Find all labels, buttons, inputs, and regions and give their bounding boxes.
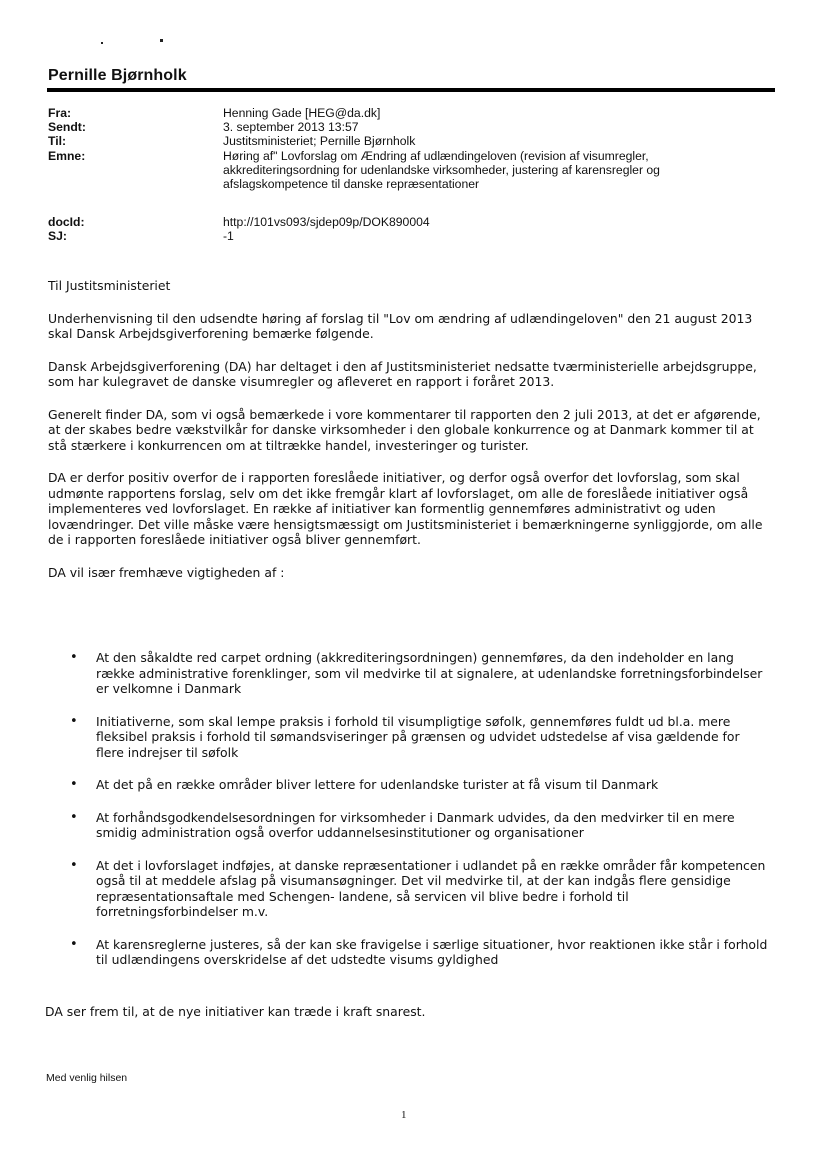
salutation: Til Justitsministeriet: [48, 278, 171, 293]
meta-value: -1: [223, 229, 234, 244]
bullet-marker: •: [70, 777, 78, 792]
meta-value: 3. september 2013 13:57: [223, 120, 359, 135]
meta-row-from: [48, 106, 768, 120]
meta-value: http://101vs093/sjdep09p/DOK890004: [223, 215, 430, 229]
meta-label: Sendt:: [48, 120, 86, 135]
list-item: [70, 714, 770, 761]
email-meta-block: [48, 106, 768, 191]
list-item: [70, 858, 770, 920]
bullet-list: [70, 650, 770, 985]
list-item: [70, 650, 770, 697]
meta-row-subject: [48, 149, 768, 192]
meta-label: SJ:: [48, 229, 67, 244]
meta-value: Høring af" Lovforslag om Ændring af udlændingeloven (revision af visumregler, akkrediteringsordning for udenlandske virksomheder, justering af karensregler og afslagskompetence til danske repræsentationer: [223, 148, 660, 192]
list-item: [70, 810, 770, 841]
closing-line: DA ser frem til, at de nye initiativer kan træde i kraft snarest.: [45, 1004, 426, 1019]
scan-speck: [160, 39, 163, 42]
bullet-marker: •: [70, 809, 78, 825]
meta-row-to: [48, 134, 768, 148]
meta-value: Henning Gade [HEG@da.dk]: [223, 106, 381, 120]
bullet-text: At forhåndsgodkendelsesordningen for virksomheder i Danmark udvides, da den medvirker til en mere smidig administration også overfor uddannelsesinstitutioner og organisationer: [96, 809, 735, 840]
scan-speck: [101, 42, 103, 44]
meta-value: Justitsministeriet; Pernille Bjørnholk: [223, 134, 416, 149]
body-paragraph: DA er derfor positiv overfor de i rapporten foreslåede initiativer, og derfor også overfor det lovforslag, som skal udmønte rapportens forslag, selv om det ikke fremgår klart af lovforslaget, om alle de foreslåede initiativer også implementeres ved lovforslaget. En række af initiativer kan formentlig gennemføres administrativt og uden lovændringer. Det ville måske være hensigtsmæssigt om Justitsministeriet i bemærkningerne synliggjorde, om alle de i rapporten foreslåede initiativer også bliver gennemført.: [48, 470, 763, 547]
bullet-text: At det på en række områder bliver lettere for udenlandske turister at få visum til Danmark: [96, 777, 659, 792]
list-item: [70, 937, 770, 968]
doc-meta-block: [48, 215, 768, 243]
bullet-marker: •: [70, 650, 78, 665]
meta-row-sj: [48, 229, 768, 243]
signoff: Med venlig hilsen: [46, 1072, 128, 1084]
bullet-marker: •: [70, 857, 78, 873]
meta-label: docId:: [48, 215, 85, 229]
body-paragraph: Underhenvisning til den udsendte høring af forslag til "Lov om ændring af udlændingeloven" den 21 august 2013 skal Dansk Arbejdsgiverforening bemærke følgende.: [48, 310, 753, 341]
meta-row-sent: [48, 120, 768, 134]
body-paragraph: Dansk Arbejdsgiverforening (DA) har deltaget i den af Justitsministeriet nedsatte tværministerielle arbejdsgruppe, som har kulegravet de danske visumregler og afleveret en rapport i foråret 2013.: [48, 358, 757, 389]
page-number: 1: [401, 1109, 407, 1121]
header-rule: [47, 88, 775, 92]
bullet-text: At den såkaldte red carpet ordning (akkrediteringsordningen) gennemføres, da den indeholder en lang række administrative forenklinger, som vil medvirke til at signalere, at udenlandske forretningsforbindelser er velkomne i Danmark: [96, 650, 763, 696]
meta-label: Fra:: [48, 106, 72, 120]
meta-label: Emne:: [48, 148, 86, 163]
meta-row-docid: [48, 215, 768, 229]
bullet-text: Initiativerne, som skal lempe praksis i forhold til visumpligtige søfolk, gennemføres fuldt ud bl.a. mere fleksibel praksis i forhold til sømandsviseringer på grænsen og udvidet udstedelse af visa gældende for flere indrejser til søfolk: [96, 713, 740, 760]
letter-body: [48, 278, 773, 597]
bullet-marker: •: [70, 713, 78, 729]
body-paragraph: Generelt finder DA, som vi også bemærkede i vore kommentarer til rapporten den 2 juli 2013, at det er afgørende, at der skabes bedre vækstvilkår for danske virksomheder i den globale konkurrence og at Danmark kommer til at stå stærkere i konkurrencen om at tiltrække handel, investeringer og turister.: [48, 406, 761, 453]
bullet-text: At karensreglerne justeres, så der kan ske fravigelse i særlige situationer, hvor reaktionen ikke står i forhold til udlændingens overskridelse af det udstedte visums gyldighed: [96, 936, 768, 967]
meta-label: Til:: [48, 134, 67, 149]
body-paragraph: DA vil især fremhæve vigtigheden af :: [48, 564, 285, 580]
bullet-marker: •: [70, 936, 78, 952]
list-item: [70, 777, 770, 793]
sender-name: Pernille Bjørnholk: [48, 67, 187, 84]
bullet-text: At det i lovforslaget indføjes, at danske repræsentationer i udlandet på en række områder får kompetencen også til at meddele afslag på visumansøgninger. Det vil medvirke til, at der kan indgås flere gensidige repræsentationsaftale med Schengen- landene, så servicen vil blive bedre i forhold til forretningsforbindelser m.v.: [96, 857, 766, 919]
